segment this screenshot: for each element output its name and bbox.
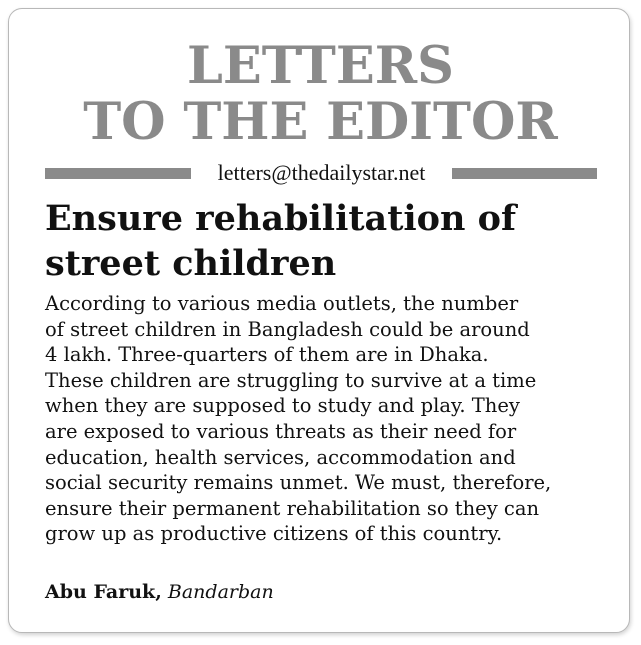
body-line: when they are supposed to study and play. They — [45, 394, 520, 418]
body-line: education, health services, accommodation and — [45, 445, 516, 469]
letter-body — [45, 291, 625, 547]
body-line: 4 lakh. Three-quarters of them are in Dhaka. — [45, 343, 489, 367]
letter-headline — [45, 196, 605, 286]
author-location: Bandarban — [167, 581, 274, 603]
section-title-line2: TO THE EDITOR — [83, 92, 558, 152]
divider-left — [45, 168, 191, 179]
body-line: ensure their permanent rehabilitation so they can — [45, 496, 540, 520]
headline-line2: street children — [45, 243, 337, 284]
body-line: of street children in Bangladesh could be around — [45, 317, 530, 341]
body-line: These children are struggling to survive at a time — [45, 368, 537, 392]
divider-right — [452, 168, 597, 179]
section-title-line1: LETTERS — [187, 36, 454, 96]
body-line: are exposed to various threats as their need for — [45, 419, 517, 443]
headline-line1: Ensure rehabilitation of — [45, 198, 517, 239]
body-line: grow up as productive citizens of this country. — [45, 522, 503, 546]
body-line: According to various media outlets, the number — [45, 292, 519, 315]
body-line: social security remains unmet. We must, therefore, — [45, 471, 552, 495]
author-name: Abu Faruk, — [45, 581, 162, 603]
letter-byline — [45, 580, 605, 604]
editor-email: letters@thedailystar.net — [217, 160, 426, 185]
